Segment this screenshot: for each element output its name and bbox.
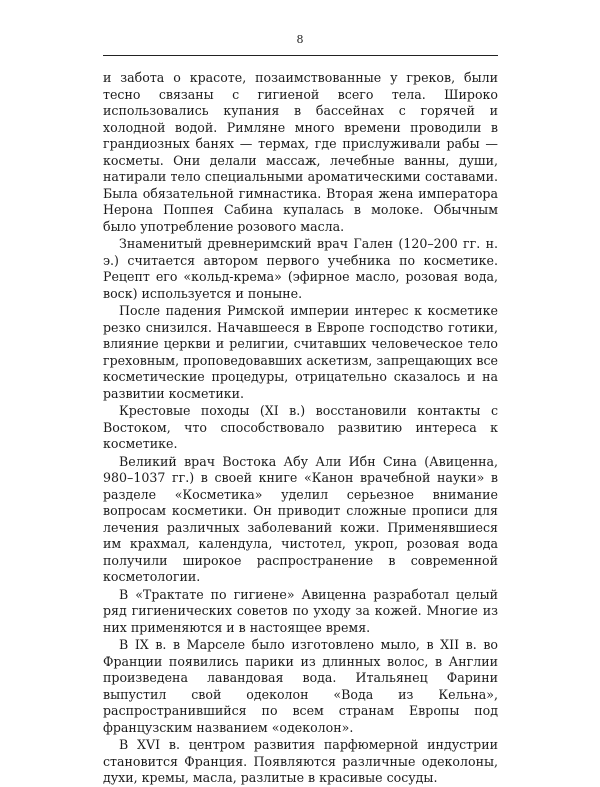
paragraph: В IX в. в Марселе было изготовлено мыло, в XII в. во Франции появились парики из длинных волос, в Англии произведена лавандовая вода. Итальянец Фарини выпустил свой одеколон «Вода из Кельна», распространившийся по всем странам Европы под французским названием «одеколон». bbox=[103, 637, 498, 735]
paragraph: В «Трактате по гигиене» Авиценна разработал целый ряд гигиенических советов по уходу за кожей. Многие из них применяются и в настоящее время. bbox=[103, 586, 498, 635]
body-text bbox=[103, 70, 498, 787]
paragraph: Великий врач Востока Абу Али Ибн Сина (Авиценна, 980–1037 гг.) в своей книге «Канон врачебной науки» в разделе «Косметика» уделил серьезное внимание вопросам косметики. Он приводит сложные прописи для лечения различных заболеваний кожи. Применявшиеся им крахмал, календула, чистотел, укроп, розовая вода получили широкое распространение в современной косметологии. bbox=[103, 453, 498, 584]
paragraph: После падения Римской империи интерес к косметике резко снизился. Начавшееся в Европе господство готики, влияние церкви и религии, считавших человеческое тело греховным, проповедовавших аскетизм, запрещающих все косметические процедуры, отрицательно сказалось и на развитии косметики. bbox=[103, 303, 498, 401]
paragraph: и забота о красоте, позаимствованные у греков, были тесно связаны с гигиеной всего тела. Широко использовались купания в бассейнах с горячей и холодной водой. Римляне много времени проводили в грандиозных банях — термах, где прислуживали рабы — косметы. Они делали массаж, лечебные ванны, души, натирали тело специальными ароматическими составами. Была обязательной гимнастика. Вторая жена императора Нерона Поппея Сабина купалась в молоке. Обычным было употребление розового масла. bbox=[103, 70, 498, 234]
paragraph: Крестовые походы (XI в.) восстановили контакты с Востоком, что способствовало развитию интереса к косметике. bbox=[103, 403, 498, 451]
header-rule bbox=[103, 55, 498, 56]
paragraph: В XVI в. центром развития парфюмерной индустрии становится Франция. Появляются различные одеколоны, духи, кремы, масла, разлитые в красивые сосуды. bbox=[103, 737, 498, 785]
paragraph: Знаменитый древнеримский врач Гален (120–200 гг. н. э.) считается автором первого учебника по косметике. Рецепт его «кольд-крема» (эфирное масло, розовая вода, воск) используется и поныне. bbox=[103, 236, 498, 301]
page-number: 8 bbox=[296, 33, 304, 46]
